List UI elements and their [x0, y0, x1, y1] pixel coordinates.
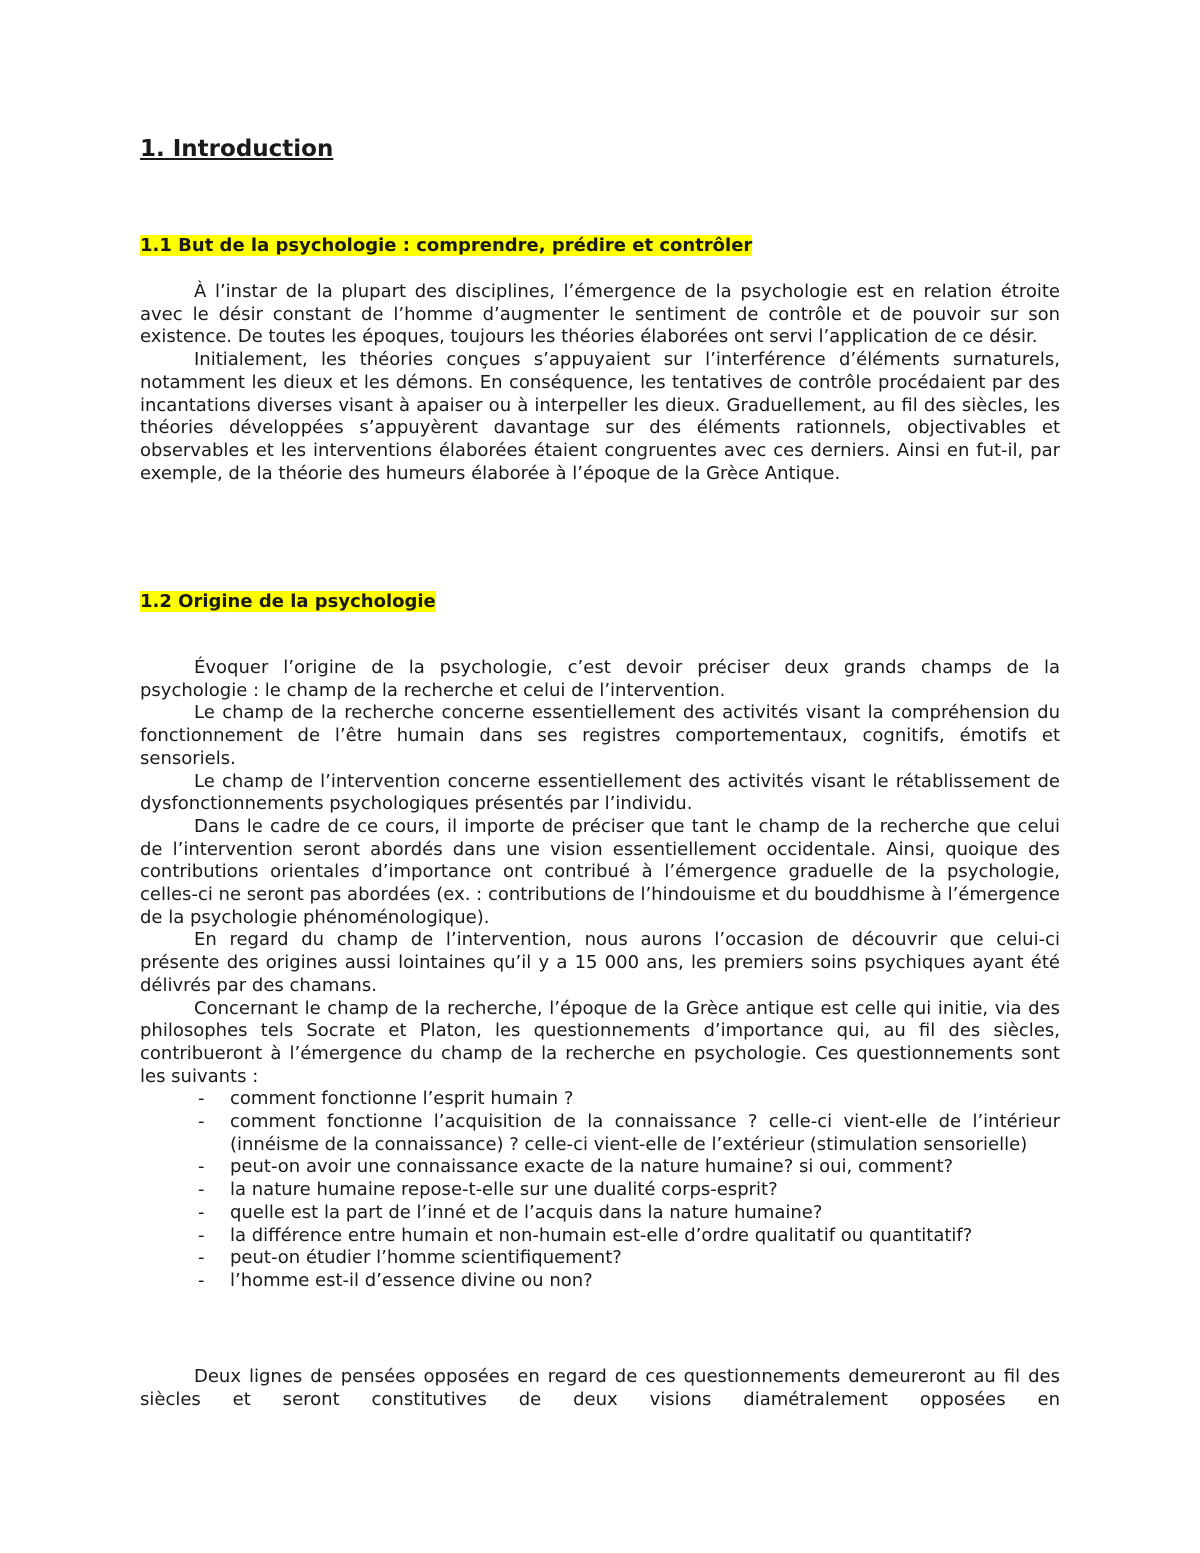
list-item	[140, 1111, 1060, 1156]
questions-list	[140, 1088, 1060, 1292]
list-item-text: comment fonctionne l’esprit humain ?	[230, 1088, 574, 1110]
list-item	[140, 1202, 1060, 1225]
bullet-dash: -	[198, 1111, 205, 1133]
list-item-text: la nature humaine repose-t-elle sur une dualité corps-esprit?	[230, 1179, 778, 1201]
paragraph-closing: Deux lignes de pensées opposées en regard de ces questionnements demeureront au fil des siècles et seront constitutives de deux visions diamétralement opposées en	[140, 1366, 1060, 1410]
section-1-1-body	[140, 281, 1060, 485]
list-item-text: peut-on avoir une connaissance exacte de la nature humaine? si oui, comment?	[230, 1156, 954, 1178]
list-item-text: quelle est la part de l’inné et de l’acquis dans la nature humaine?	[230, 1201, 823, 1223]
section-heading-1-2-highlight: 1.2 Origine de la psychologie	[140, 591, 436, 612]
bullet-dash: -	[198, 1269, 205, 1291]
paragraph: Évoquer l’origine de la psychologie, c’est devoir préciser deux grands champs de la psychologie : le champ de la recherche et celui de l’intervention.	[140, 657, 1060, 701]
section-heading-1-2	[140, 590, 436, 613]
page-title: 1. Introduction	[140, 136, 334, 162]
paragraph: Dans le cadre de ce cours, il importe de préciser que tant le champ de la recherche que celui de l’intervention seront abordés dans une vision essentiellement occidentale. Ainsi, quoique des contributions orientales d’importance ont contribué à l’émergence graduelle de la psychologie, celles-ci ne seront pas abordées (ex. : contributions de l’hindouisme et du bouddhisme à l’émergence de la psychologie phénoménologique).	[140, 815, 1060, 928]
list-item	[140, 1247, 1060, 1270]
paragraph: Concernant le champ de la recherche, l’époque de la Grèce antique est celle qui initie, via des philosophes tels Socrate et Platon, les questionnements d’importance qui, au fil des siècles, contribueront à l’émergence du champ de la recherche en psychologie. Ces questionnements sont les suivants :	[140, 997, 1060, 1087]
list-item	[140, 1088, 1060, 1111]
list-item	[140, 1156, 1060, 1179]
paragraph: À l’instar de la plupart des disciplines, l’émergence de la psychologie est en relation étroite avec le désir constant de l’homme d’augmenter le sentiment de contrôle et de pouvoir sur son existence. De toutes les époques, toujours les théories élaborées ont servi l’application de ce désir.	[140, 281, 1060, 348]
bullet-dash: -	[198, 1247, 205, 1269]
list-item-text: comment fonctionne l’acquisition de la connaissance ? celle-ci vient-elle de l’intérieur (innéisme de la connaissance) ? celle-ci vient-elle de l’extérieur (stimulation sensorielle)	[230, 1111, 1060, 1155]
paragraph: Le champ de l’intervention concerne essentiellement des activités visant le rétablissement de dysfonctionnements psychologiques présentés par l’individu.	[140, 770, 1060, 815]
section-heading-1-1	[140, 234, 752, 257]
bullet-dash: -	[198, 1156, 205, 1178]
bullet-dash: -	[198, 1201, 205, 1223]
bullet-dash: -	[198, 1179, 205, 1201]
section-1-2-body	[140, 657, 1060, 1293]
bullet-dash: -	[198, 1224, 205, 1246]
section-heading-1-1-highlight: 1.1 But de la psychologie : comprendre, prédire et contrôler	[140, 235, 753, 256]
paragraph: En regard du champ de l’intervention, nous aurons l’occasion de découvrir que celui-ci présente des origines aussi lointaines qu’il y a 15 000 ans, les premiers soins psychiques ayant été délivrés par des chamans.	[140, 929, 1060, 996]
list-item-text: peut-on étudier l’homme scientifiquement?	[230, 1247, 622, 1269]
list-item	[140, 1225, 1060, 1248]
bullet-dash: -	[198, 1088, 205, 1110]
list-item-text: l’homme est-il d’essence divine ou non?	[230, 1269, 593, 1291]
list-item	[140, 1270, 1060, 1293]
list-item-text: la différence entre humain et non-humain est-elle d’ordre qualitatif ou quantitatif?	[230, 1224, 973, 1246]
list-item	[140, 1179, 1060, 1202]
paragraph: Le champ de la recherche concerne essentiellement des activités visant la compréhension du fonctionnement de l’être humain dans ses registres comportementaux, cognitifs, émotifs et sensoriels.	[140, 702, 1060, 769]
paragraph: Initialement, les théories conçues s’appuyaient sur l’interférence d’éléments surnaturels, notamment les dieux et les démons. En conséquence, les tentatives de contrôle procédaient par des incantations diverses visant à apaiser ou à interpeller les dieux. Graduellement, au fil des siècles, les théories développées s’appuyèrent davantage sur des éléments rationnels, objectivables et observables et les interventions élaborées étaient congruentes avec ces derniers. Ainsi en fut-il, par exemple, de la théorie des humeurs élaborée à l’époque de la Grèce Antique.	[140, 349, 1060, 484]
closing-block	[140, 1366, 1060, 1411]
